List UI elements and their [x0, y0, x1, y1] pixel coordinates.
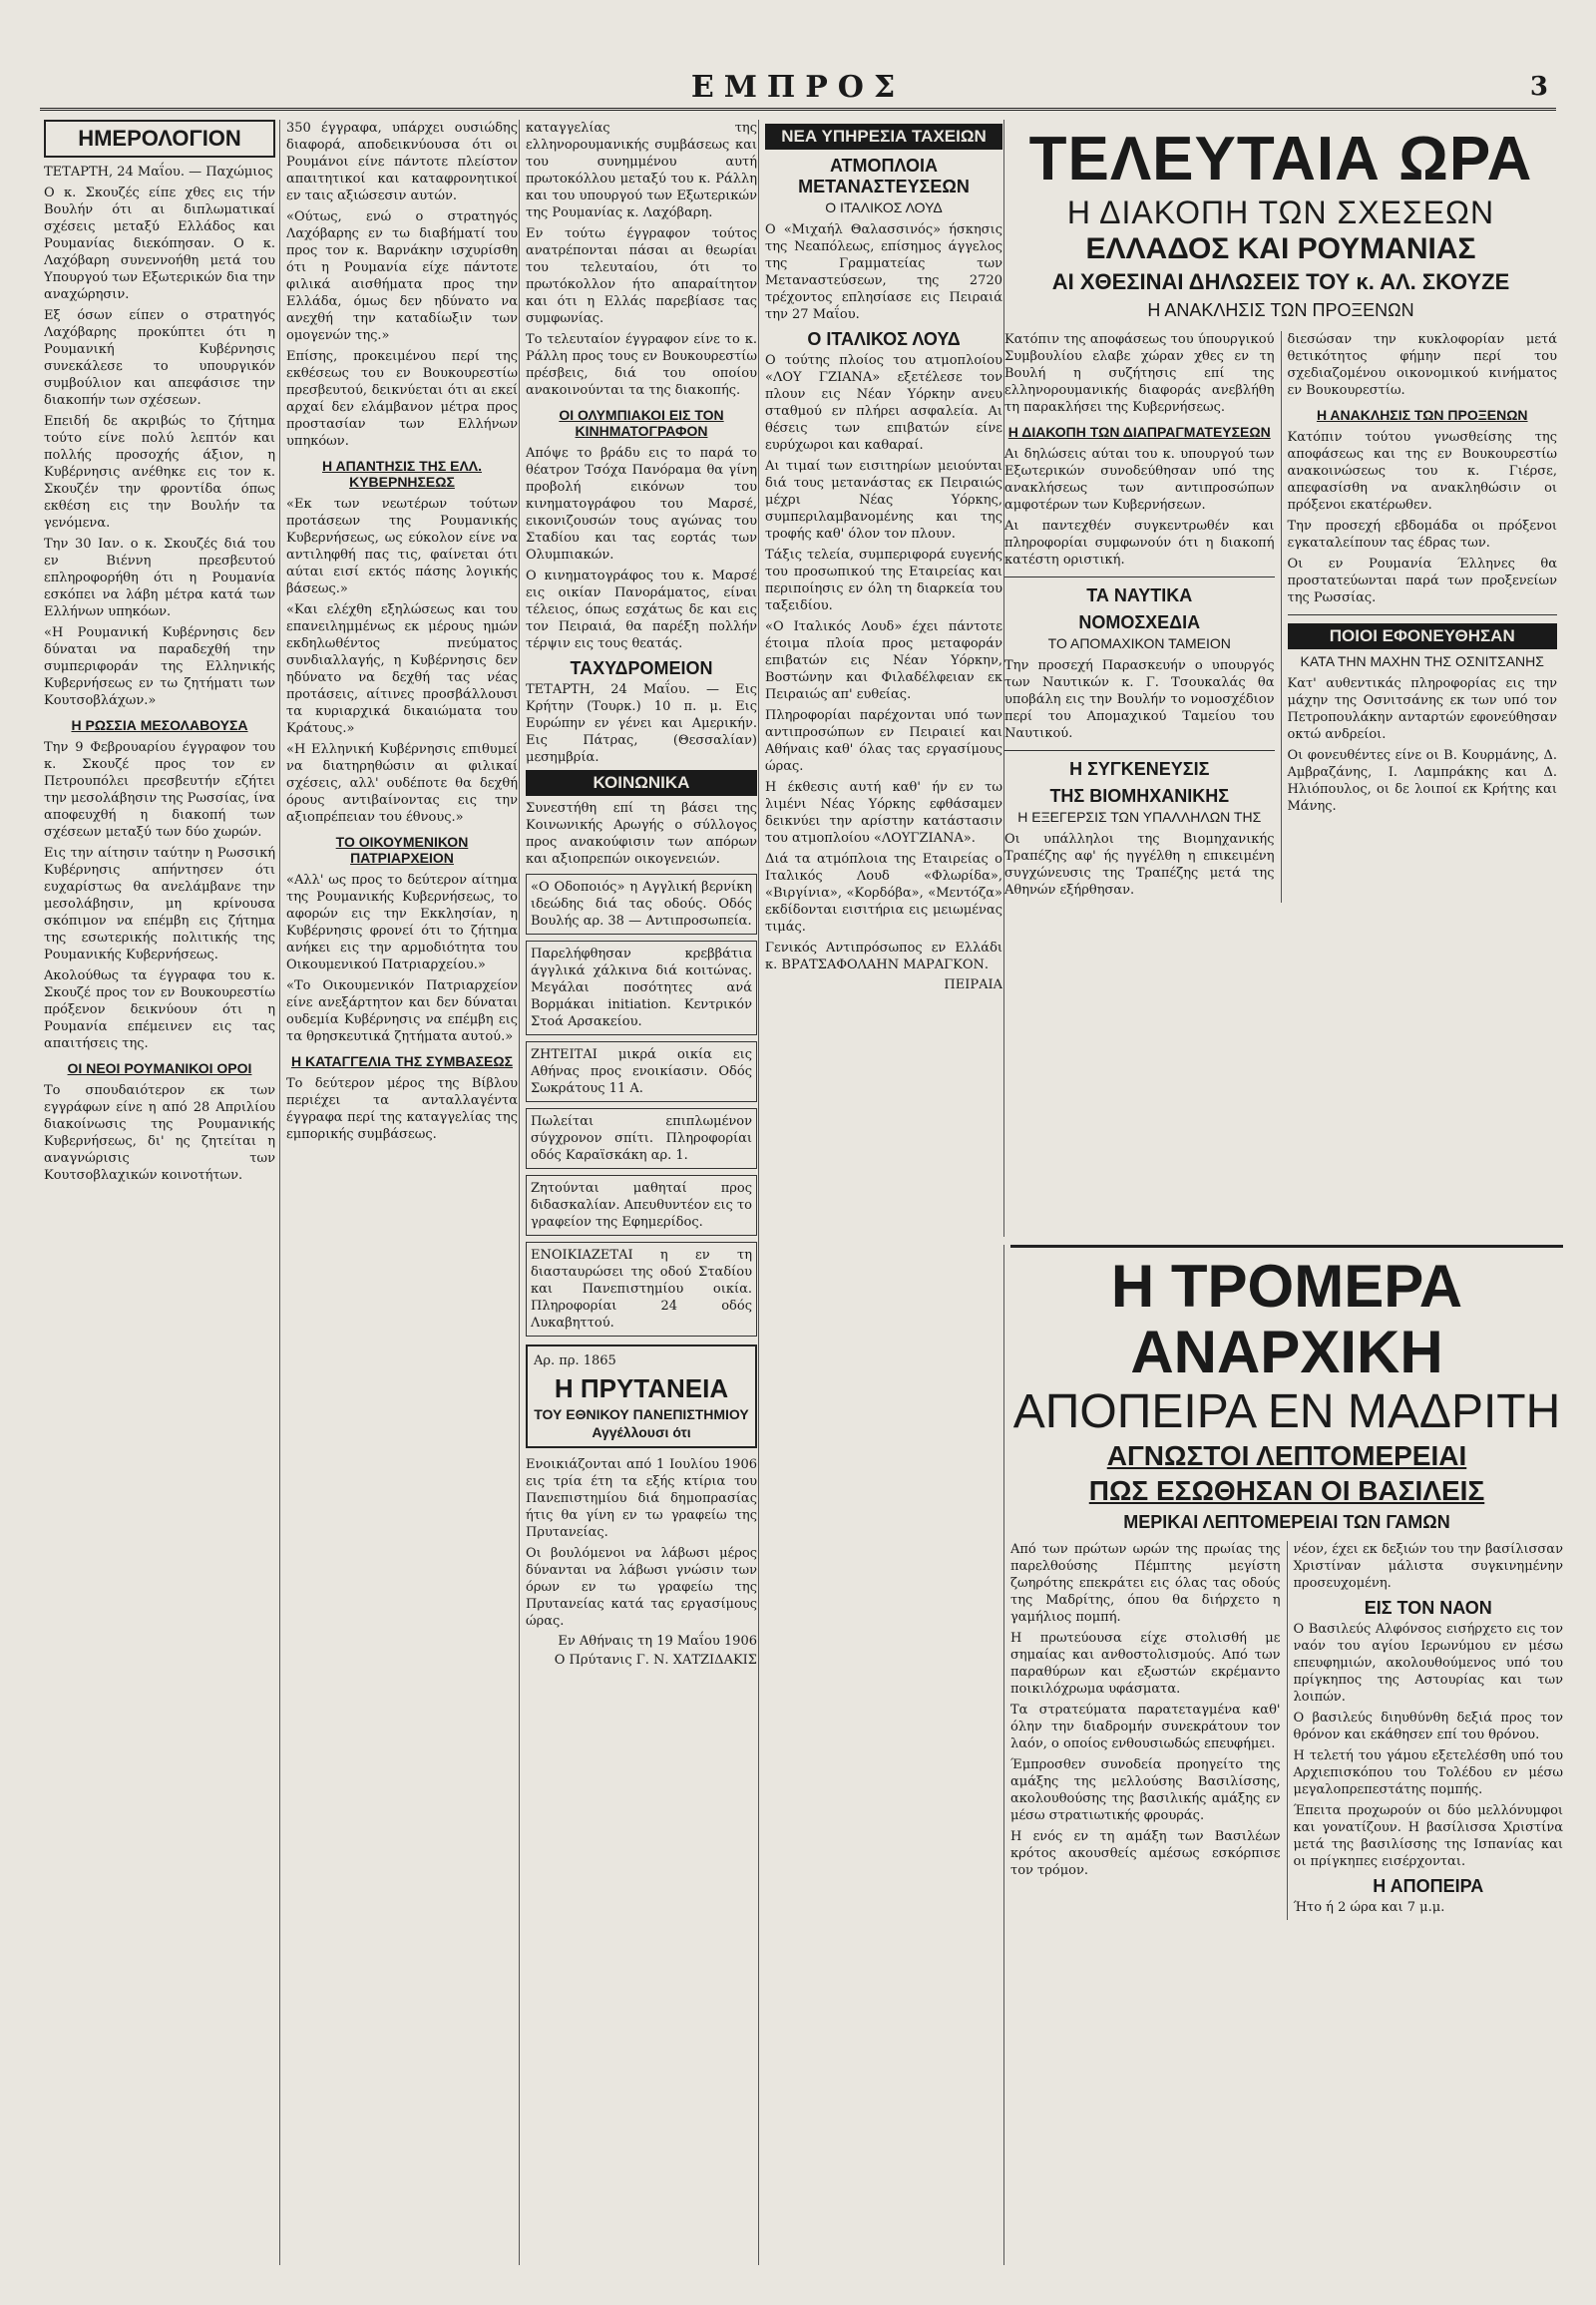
article-paragraph: Ακολούθως τα έγγραφα του κ. Σκουζέ προς τον εν Βουκουρεστίω πρόξενον δεικνύουν ότι η Ρουμανία επέμεινεν εις τας απαιτήσεις της.: [44, 968, 275, 1051]
article-paragraph: Αι παντεχθέν συγκεντρωθέν και πληροφορίαι συμφωνούν ότι η διακοπή κατέστη οριστική.: [1004, 519, 1275, 568]
article-paragraph: Αι τιμαί των εισιτηρίων μειούνται διά τους μετανάστας εκ Πειραιώς μέχρι Νέας Υόρκης, συμπεριλαμβανομένης και της τροφής καθ' όλον τον πλουν.: [765, 459, 1002, 542]
article-paragraph: Την 30 Ιαν. ο κ. Σκουζές διά του εν Βιέννη πρεσβευτού επληροφορήθη ότι η Ρουμανία εσκόπει να λάβη μέτρα κατά των Ελλήνων υπηκόων.: [44, 537, 275, 619]
masthead: [40, 70, 1556, 111]
article-paragraph: Έπειτα προχωρούν οι δύο μελλόνυμφοι και γονατίζουν. Η βασίλισσα Χριστίνα μετά της βασιλίσσης της Ισπανίας και οι πρίγκηπες εισέρχονται.: [1293, 1803, 1563, 1869]
column-3: [519, 120, 757, 2265]
newspaper-title: ΕΜΠΡΟΣ: [690, 70, 906, 105]
article-paragraph: Εις την αίτησιν ταύτην η Ρωσσική Κυβέρνησις απήντησεν ότι ευχαρίστως θα ανελάμβανε την μεσολάβησιν, μη κρίνουσα σκόπιμον να επέμβη εις ζήτημα της εσωτερικής πολιτικής της Ρουμανικής Κυβερνήσεως.: [44, 846, 275, 962]
classified-ad: [526, 874, 757, 935]
section-heading: Η ΚΑΤΑΓΓΕΛΙΑ ΤΗΣ ΣΥΜΒΑΣΕΩΣ: [290, 1053, 514, 1069]
article-paragraph: Η έκθεσις αυτή καθ' ήν εν τω λιμένι Νέας Υόρκης εφθάσαμεν δεικνύει την αρίστην κατάστασιν του ατμοπλοίου «ΛΟΥΓΖΙΑΝΑ».: [765, 780, 1002, 846]
madrid-headline: Η ΤΡΟΜΕΡΑ ΑΝΑΡΧΙΚΗ: [1010, 1245, 1563, 1385]
article-paragraph: Ενοικιάζονται από 1 Ιουλίου 1906 εις τρία έτη τα εξής κτίρια του Πανεπιστημίου διά δημοπρασίας ήτις θα γίνη εν τω γραφείω της Πρυτανείας.: [526, 1457, 757, 1540]
article-paragraph: Η τελετή του γάμου εξετελέσθη υπό του Αρχιεπισκόπου του Τολέδου εν μέσω μεγαλοπρεπεστάτης πομπής.: [1293, 1748, 1563, 1797]
article-paragraph: ΤΕΤΑΡΤΗ, 24 Μαΐου. — Εις Κρήτην (Τουρκ.) 10 π. μ. Εις Ευρώπην εν γένει και Αμερικήν. Εις Πάτρας, (Θεσσαλίαν) μεσημβρία.: [526, 682, 757, 765]
section-heading: Η ΔΙΑΚΟΠΗ ΤΩΝ ΔΙΑΠΡΑΓΜΑΤΕΥΣΕΩΝ: [1007, 424, 1271, 440]
article-paragraph: Ο βασιλεύς διηυθύνθη δεξιά προς τον θρόνον και εκάθησεν επί του θρόνου.: [1293, 1711, 1563, 1742]
divider: [1288, 614, 1558, 615]
section-heading: ΤΗΣ ΒΙΟΜΗΧΑΝΙΚΗΣ: [1049, 786, 1230, 806]
column-1: [44, 120, 275, 2265]
article-paragraph: Κατόπιν τούτου γνωσθείσης της αποφάσεως και της εν Βουκουρεστίω ανακοινώσεως του κ. Γιέρσε, απεφασίσθη να ανακληθώσιν οι πρόξενοι εκατέρωθεν.: [1287, 430, 1557, 513]
section-heading: ΟΙ ΝΕΟΙ ΡΟΥΜΑΝΙΚΟΙ ΟΡΟΙ: [67, 1060, 252, 1076]
madrid-story: [1003, 1245, 1563, 2265]
classified-ad: [526, 1242, 757, 1337]
section-heading: ΤΑΧΥΔΡΟΜΕΙΟΝ: [570, 658, 713, 678]
shipping-heading: ΝΕΑ ΥΠΗΡΕΣΙΑ ΤΑΧΕΙΩΝ: [765, 124, 1002, 150]
section-heading: Η ΣΥΓΚΕΝΕΥΣΙΣ: [1069, 759, 1210, 779]
article-paragraph: Την προσεχή Παρασκευήν ο υπουργός των Ναυτικών κ. Γ. Τσουκαλάς θα υποβάλη εις την Βουλήν το νομοσχέδιον περί του Απομαχικού Ταμείου του Ναυτικού.: [1004, 658, 1275, 741]
article-paragraph: Κατόπιν της αποφάσεως του ύπουργικού Συμβουλίου ελαβε χώραν χθες εν τη Βουλή η συζήτησις επί της ελληνορουμανικής διαφοράς ανεβλήθη τη παρακλήσει της Κυβερνήσεως.: [1004, 332, 1275, 415]
banner-subheadline-4: Η ΑΝΑΚΛΗΣΙΣ ΤΩΝ ΠΡΟΞΕΝΩΝ: [1147, 300, 1414, 320]
article-paragraph: διεσώσαν την κυκλοφορίαν μετά θετικότητος φήμην περί του σχεδιαζομένου οικονομικού κινήματος εν Βουκουρεστίω.: [1287, 332, 1557, 398]
section-heading: Η ΑΠΑΝΤΗΣΙΣ ΤΗΣ ΕΛΛ. ΚΥΒΕΡΝΗΣΕΩΣ: [321, 458, 483, 490]
shipping-heading: Ο ΙΤΑΛΙΚΟΣ ΛΟΥΔ: [807, 329, 961, 349]
article-paragraph: Η ενός εν τη αμάξη των Βασιλέων κρότος ακουσθείς αμέσως εσκόρπισε τον τρόμον.: [1010, 1829, 1281, 1878]
classified-ad: [526, 941, 757, 1035]
article-paragraph: Το δεύτερον μέρος της Βίβλου περιέχει τα ανταλλαγέντα έγγραφα περί της καταγγελίας της εμπορικής συμβάσεως.: [286, 1076, 518, 1142]
article-paragraph: «Εκ των νεωτέρων τούτων προτάσεων της Ρουμανικής Κυβερνήσεως, ως εύκολον είνε να αντιληφθή πας τις, φαίνεται ότι αύται εισί εκτός πάσης λογικής βάσεως.»: [286, 497, 518, 596]
article-paragraph: Τα στρατεύματα παρατεταγμένα καθ' όλην την διαδρομήν συνεκράτουν τον λαόν, ο οποίος ενθουσιωδώς επευφήμει.: [1010, 1703, 1281, 1751]
article-paragraph: «Η Ελληνική Κυβέρνησις επιθυμεί να διατηρηθώσιν αι φιλικαί σχέσεις, αλλ' ουδέποτε θα δεχθή όρους αντιβαίνοντας εις την αξιοπρέπειαν του έθνους.»: [286, 742, 518, 825]
article-paragraph: «Αλλ' ως προς το δεύτερον αίτημα της Ρουμανικής Κυβερνήσεως, το αφορών εις την Εκκλησίαν, η Κυβέρνησις φρονεί ότι το ζήτημα ανήκει εις την αρμοδιότητα του Οικουμενικού Πατριαρχείου.»: [286, 873, 518, 972]
banner-column-right: [1281, 331, 1558, 903]
article-paragraph: νέον, έχει εκ δεξιών του την βασίλισσαν Χριστίναν μάλιστα συγκινημένην προσευχομένη.: [1293, 1542, 1563, 1591]
ad-text: Ζητούνται μαθηταί προς διδασκαλίαν. Απευθυντέον εις το γραφείον της Εφημερίδος.: [531, 1181, 752, 1230]
madrid-headline-2: ΑΠΟΠΕΙΡΑ ΕΝ ΜΑΔΡΙΤΗ: [1012, 1385, 1561, 1438]
madrid-column-left: [1010, 1541, 1281, 1920]
section-heading: ΤΟ ΟΙΚΟΥΜΕΝΙΚΟΝ ΠΑΤΡΙΑΡΧΕΙΟΝ: [335, 834, 469, 866]
banner-headline: ΤΕΛΕΥΤΑΙΑ ΩΡΑ: [1028, 125, 1533, 193]
shipping-subheading: Ο ΙΤΑΛΙΚΟΣ ΛΟΥΔ: [825, 199, 943, 215]
section-heading: ΕΙΣ ΤΟΝ ΝΑΟΝ: [1364, 1598, 1492, 1618]
signature: Ο Πρύτανις Γ. Ν. ΧΑΤΖΙΔΑΚΙΣ: [554, 1653, 757, 1668]
column-4: [758, 120, 1002, 2265]
article-paragraph: Ο Βασιλεύς Αλφόνσος εισήρχετο εις τον ναόν του αγίου Ιερωνύμου εν μέσω επευφημιών, ακολουθούμενος υπό του πρίγκηπος της Αστουρίας και των λοιπών.: [1293, 1622, 1563, 1705]
ad-text: ΖΗΤΕΙΤΑΙ μικρά οικία εις Αθήνας προς ενοικίασιν. Οδός Σωκράτους 11 Α.: [531, 1047, 752, 1096]
article-paragraph: Γενικός Αντιπρόσωπος εν Ελλάδι κ. ΒΡΑΤΣΑΦΟΛΑΗΝ ΜΑΡΑΓΚΟΝ.: [765, 941, 1002, 972]
article-paragraph: καταγγελίας της ελληνορουμανικής συμβάσεως και του συνημμένου αυτή πρωτοκόλλου μεταξύ του κ. Ράλλη και του υπουργού των Εξωτερικών της Ρουμανίας κ. Λαχόβαρη.: [526, 121, 757, 220]
divider: [1004, 750, 1275, 751]
section-subheading: ΚΑΤΑ ΤΗΝ ΜΑΧΗΝ ΤΗΣ ΟΣΝΙΤΣΑΝΗΣ: [1300, 653, 1544, 669]
university-notice: [526, 1345, 757, 1448]
calendar-heading: ΗΜΕΡΟΛΟΓΙΟΝ: [44, 120, 275, 158]
banner-column-left: [1004, 331, 1275, 903]
last-hour-banner: [1003, 120, 1557, 1237]
section-heading: ΤΑ ΝΑΥΤΙΚΑ: [1086, 585, 1193, 605]
shipping-heading: ΑΤΜΟΠΛΟΙΑ ΜΕΤΑΝΑΣΤΕΥΣΕΩΝ: [798, 156, 970, 196]
article-paragraph: Ήτο ή 2 ώρα και 7 μ.μ.: [1293, 1900, 1445, 1915]
article-paragraph: «Ούτως, ενώ ο στρατηγός Λαχόβαρης εν τω διαβήματί του προς τον κ. Βαρνάκην ισχυρίσθη ότι η Ρουμανία είχε πάντοτε φιλικά αισθήματα προς την Ελλάδα, όμως δεν ηδύνατο να ανεχθή την καταδίωξιν των ομογενών της.»: [286, 209, 518, 343]
column-2: [279, 120, 518, 2265]
article-paragraph: Ο τούτης πλοίος του ατμοπλοίου «ΛΟΥ ΓΖΙΑΝΑ» εξετέλεσε τον πλουν εις Νέαν Υόρκην ανευ σταθμού εν πλήρει ασφαλεία. Αι θέσεις των επιβατών είνε ευρύχωροι και καθαραί.: [765, 353, 1002, 453]
classified-ad: [526, 1041, 757, 1102]
date-line: ΤΕΤΑΡΤΗ, 24 Μαΐου. — Παχώμιος: [44, 165, 273, 180]
section-heading: ΝΟΜΟΣΧΕΔΙΑ: [1078, 612, 1201, 632]
page-number: 3: [1529, 72, 1548, 102]
madrid-column-right: [1287, 1541, 1564, 1920]
article-paragraph: «Και ελέχθη εξηλώσεως και του επανειλημμένως εκ μέρους ημών εκδηλωθέντος πνεύματος συνδιαλλαγής, η Κυβέρνησις δεν ηδύνατο να δεχθή τας νέας προτάσεις, αίτινες προσβάλλουσι τα κυριαρχικά δικαιώματα του Κράτους.»: [286, 602, 518, 736]
section-heading: ΟΙ ΟΛΥΜΠΙΑΚΟΙ ΕΙΣ ΤΟΝ ΚΙΝΗΜΑΤΟΓΡΑΦΟΝ: [559, 407, 724, 439]
section-heading: Η ΑΝΑΚΛΗΣΙΣ ΤΩΝ ΠΡΟΞΕΝΩΝ: [1316, 407, 1528, 423]
madrid-columns: [1010, 1541, 1563, 1920]
article-paragraph: Τάξις τελεία, συμπεριφορά ευγενής του προσωπικού της Εταιρείας και περιποίησις εν όλη τη διαρκεία του ταξειδίου.: [765, 548, 1002, 613]
article-paragraph: Διά τα ατμόπλοια της Εταιρείας ο Ιταλικός Λουδ «Φλωρίδα», «Βιργίνια», «Κορδόβα», «Μεντόζα» εκδίδονται εισιτήρια εις μειωμένας τιμάς.: [765, 852, 1002, 935]
madrid-subheadline-2: ΠΩΣ ΕΣΩΘΗΣΑΝ ΟΙ ΒΑΣΙΛΕΙΣ: [1088, 1475, 1485, 1506]
signature: ΠΕΙΡΑΙΑ: [944, 977, 1002, 992]
article-paragraph: Απόψε το βράδυ εις το παρά το θέατρον Τσόχα Πανόραμα θα γίνη προβολή εικόνων του κινηματογράφου του Μαρσέ, εικονιζουσών τους αγώνας του Σταδίου και τας εορτάς των Ολυμπιακών.: [526, 446, 757, 563]
notice-subtitle-2: Αγγέλλουσι ότι: [592, 1424, 691, 1440]
article-paragraph: Επειδή δε ακριβώς το ζήτημα τούτο είνε πολύ λεπτόν και πολλής προσοχής άξιον, η Κυβέρνησις ανέθηκε εις τον κ. Σκουζέν την φροντίδα όπως εκθέση εις την Βουλήν τα γενόμενα.: [44, 414, 275, 531]
article-paragraph: Το τελευταίον έγγραφον είνε το κ. Ράλλη προς τους εν Βουκουρεστίω πρέσβεις, διά του οποίου ανακοινούνται τα της διακοπής.: [526, 332, 757, 398]
ad-text: Παρελήφθησαν κρεββάτια άγγλικά χάλκινα διά κοιτώνας. Μεγάλαι ποσότητες ανά Βορμάκαι initiation. Κεντρικόν Στοά Αρσακείου.: [531, 947, 752, 1029]
article-paragraph: Από των πρώτων ωρών της πρωίας της παρελθούσης Πέμπτης μεγίστη ζωηρότης επεκράτει εις όλας τας οδούς της Μαδρίτης, όπου θα διήρχετο η γαμήλιος πομπή.: [1010, 1542, 1281, 1625]
section-subheading: ΤΟ ΑΠΟΜΑΧΙΚΟΝ ΤΑΜΕΙΟΝ: [1047, 635, 1231, 651]
notice-subtitle: ΤΟΥ ΕΘΝΙΚΟΥ ΠΑΝΕΠΙΣΤΗΜΙΟΥ: [534, 1406, 749, 1422]
notice-title: Η ΠΡΥΤΑΝΕΙΑ: [554, 1373, 729, 1403]
article-paragraph: Οι βουλόμενοι να λάβωσι μέρος δύνανται να λάβωσι γνώσιν των όρων εν τω γραφείω της Πρυτανείας κατά τας εργασίμους ώρας.: [526, 1546, 757, 1629]
classified-ad: [526, 1108, 757, 1169]
article-paragraph: Κατ' αυθεντικάς πληροφορίας εις την μάχην της Οσνιτσάνης εκ των υπό τον Πετροπουλάκην ανταρτών εφονεύθησαν οκτώ ανδρείοι.: [1287, 676, 1557, 742]
divider: [1004, 576, 1275, 577]
banner-subheadline: Η ΔΙΑΚΟΠΗ ΤΩΝ ΣΧΕΣΕΩΝ: [1066, 194, 1495, 230]
section-heading: ΠΟΙΟΙ ΕΦΟΝΕΥΘΗΣΑΝ: [1288, 623, 1558, 649]
article-paragraph: 350 έγγραφα, υπάρχει ουσιώδης διαφορά, αποδεικνύουσα ότι οι Ρουμάνοι είνε πάντοτε πλείστον απαιτητικοί και καταφρονητικοί εν ταις αξιώσεσιν αυτών.: [286, 121, 518, 203]
article-paragraph: «Η Ρουμανική Κυβέρνησις δεν δύναται να παραδεχθή την συμπεριφοράν της Ελληνικής Κυβερνήσεως εν τω ζητήματι των Κουτσοβλάχων.»: [44, 625, 275, 708]
article-paragraph: Πληροφορίαι παρέχονται υπό των αντιπροσώπων εν Πειραιεί και Αθήναις καθ' όλας τας εργασίμους ώρας.: [765, 708, 1002, 774]
banner-subheadline-3: ΑΙ ΧΘΕΣΙΝΑΙ ΔΗΛΩΣΕΙΣ ΤΟΥ κ. ΑΛ. ΣΚΟΥΖΕ: [1051, 269, 1510, 294]
article-paragraph: Την 9 Φεβρουαρίου έγγραφον του κ. Σκουζέ προς τον εν Πετρουπόλει πρεσβευτήν εζήτει την μεσολάβησιν της Ρωσσίας, ίνα αποφευχθή η διακοπή των σχέσεων μεταξύ των δύο χωρών.: [44, 740, 275, 840]
article-paragraph: Ο κινηματογράφος του κ. Μαρσέ εις οικίαν Πανοράματος, είναι τέλειος, όπως εσχάτως δε και εις τον Πειραιά, θα παρέξη πολλήν τέρψιν εις τους θεατάς.: [526, 569, 757, 651]
article-paragraph: Συνεστήθη επί τη βάσει της Κοινωνικής Αρωγής ο σύλλογος προς ανακούφισιν των απόρων και αξιοπρεπών οικογενειών.: [526, 801, 757, 867]
classifieds-heading: ΚΟΙΝΩΝΙΚΑ: [526, 770, 757, 796]
madrid-subheadline: ΑΓΝΩΣΤΟΙ ΛΕΠΤΟΜΕΡΕΙΑΙ: [1106, 1440, 1467, 1471]
article-paragraph: Η πρωτεύουσα είχε στολισθή με σημαίας και ανθοστολισμούς. Από των παραθύρων και εξωστών εκρέμαντο ποικιλόχρωμα υφάσματα.: [1010, 1631, 1281, 1697]
article-paragraph: Εν τούτω έγγραφον τούτος ανατρέπονται πάσαι αι θεωρίαι του τελευταίου, ότι το πρωτόκολλον ήτο απαραίτητον και ότι η Ελλάς παρεβίασε τας συμφωνίας.: [526, 226, 757, 326]
article-paragraph: Έμπροσθεν συνοδεία προηγείτο της αμάξης της μελλούσης Βασιλίσσης, ακολουθούσης της βασιλικής αμάξης εν μέσω στρατιωτικής φρουράς.: [1010, 1757, 1281, 1823]
article-paragraph: Επίσης, προκειμένου περί της εκθέσεως του εν Βουκουρεστίω πρεσβευτού, δεικνύεται ότι αι εκεί αρχαί δεν ελάμβανον μέτρα προς προστασίαν των Ελλήνων υπηκόων.: [286, 349, 518, 449]
article-paragraph: Την προσεχή εβδομάδα οι πρόξενοι εγκαταλείπουν τας έδρας των.: [1287, 519, 1557, 551]
notice-number: Αρ. πρ. 1865: [534, 1353, 616, 1368]
article-paragraph: Ο «Μιχαήλ Θαλασσινός» ήσκησις της Νεαπόλεως, επίσημος άγγελος της Γραμματείας των Μεταναστεύσεων, της 2720 τρέχοντος επλησίασε εις Πειραιά την 27 Μαΐου.: [765, 222, 1002, 322]
ad-text: Πωλείται επιπλωμένον σύγχρονον σπίτι. Πληροφορίαι οδός Καραϊσκάκη αρ. 1.: [531, 1114, 752, 1163]
section-heading: Η ΡΩΣΣΙΑ ΜΕΣΟΛΑΒΟΥΣΑ: [71, 717, 248, 733]
signature-date: Εν Αθήναις τη 19 Μαΐου 1906: [558, 1634, 757, 1649]
article-paragraph: Οι φονευθέντες είνε οι Β. Κουρμάνης, Δ. Αμβραζάνης, Ι. Λαμπράκης και Δ. Ηλιόπουλος, οι δε λοιποί εκ Κρήτης και Μάνης.: [1287, 748, 1557, 814]
ad-text: «Ο Οδοποιός» η Αγγλική βερνίκη ιδεώδης διά τας οδούς. Οδός Βουλής αρ. 38 — Αντιπροσωπεία.: [531, 880, 752, 929]
article-paragraph: «Το Οικουμενικόν Πατριαρχείον είνε ανεξάρτητον και δεν δύναται ουδεμία Κυβέρνησις να επέμβη εις τα θρησκευτικά ζητήματα αυτού.»: [286, 978, 518, 1044]
article-paragraph: Οι υπάλληλοι της Βιομηχανικής Τραπέζης αφ' ής ηγγέλθη η επικειμένη συγχώνευσις της Τραπέζης μετά της Αθηνών εξήρθησαν.: [1004, 832, 1275, 898]
section-heading: Η ΑΠΟΠΕΙΡΑ: [1373, 1876, 1484, 1896]
section-subheading: Η ΕΞΕΓΕΡΣΙΣ ΤΩΝ ΥΠΑΛΛΗΛΩΝ ΤΗΣ: [1017, 809, 1262, 825]
article-paragraph: «Ο Ιταλικός Λουδ» έχει πάντοτε έτοιμα πλοία προς μεταφοράν επιβατών εις Νέαν Υόρκην, Βοστώνην και Φιλαδέλφειαν εκ Πειραιώς απ' ευθείας.: [765, 619, 1002, 702]
classified-ad: [526, 1175, 757, 1236]
ad-text: ΕΝΟΙΚΙΑΖΕΤΑΙ η εν τη διασταυρώσει της οδού Σταδίου και Πανεπιστημίου οικία. Πληροφορίαι 24 οδός Λυκαβηττού.: [531, 1248, 752, 1331]
madrid-subheadline-3: ΜΕΡΙΚΑΙ ΛΕΠΤΟΜΕΡΕΙΑΙ ΤΩΝ ΓΑΜΩΝ: [1123, 1512, 1450, 1532]
article-paragraph: Αι δηλώσεις αύται του κ. υπουργού των Εξωτερικών συνοδεύθησαν υπό της ανακλήσεως των αντιπροσώπων αμφοτέρων των Κυβερνήσεων.: [1004, 447, 1275, 513]
article-paragraph: Οι εν Ρουμανία Έλληνες θα προστατεύωνται παρά των προξενείων της Ρωσσίας.: [1287, 557, 1557, 605]
article-paragraph: Ο κ. Σκουζές είπε χθες εις τήν Βουλήν ότι αι διπλωματικαί σχέσεις μεταξύ Ελλάδος και Ρουμανίας διεκόπησαν. Ο κ. Λαχόβαρη συνεννοήθη μετά του Υπουργού των Εξωτερικών δια την αναχώρησιν.: [44, 186, 275, 302]
article-paragraph: Εξ όσων είπεν ο στρατηγός Λαχόβαρης προκύπτει ότι η Ρουμανική Κυβέρνησις συνεκάλεσε το υπουργικόν συμβούλιον και απεφάσισε την διακοπήν των σχέσεων.: [44, 308, 275, 408]
banner-subheadline-2: ΕΛΛΑΔΟΣ ΚΑΙ ΡΟΥΜΑΝΙΑΣ: [1085, 232, 1476, 265]
article-paragraph: Το σπουδαιότερον εκ των εγγράφων είνε η από 28 Απριλίου διακοίνωσις της Ρουμανικής Κυβερνήσεως, δι' ης ζητείται η αναγνώρισις των Κουτσοβλαχικών κοινοτήτων.: [44, 1083, 275, 1183]
banner-columns: [1004, 331, 1557, 903]
